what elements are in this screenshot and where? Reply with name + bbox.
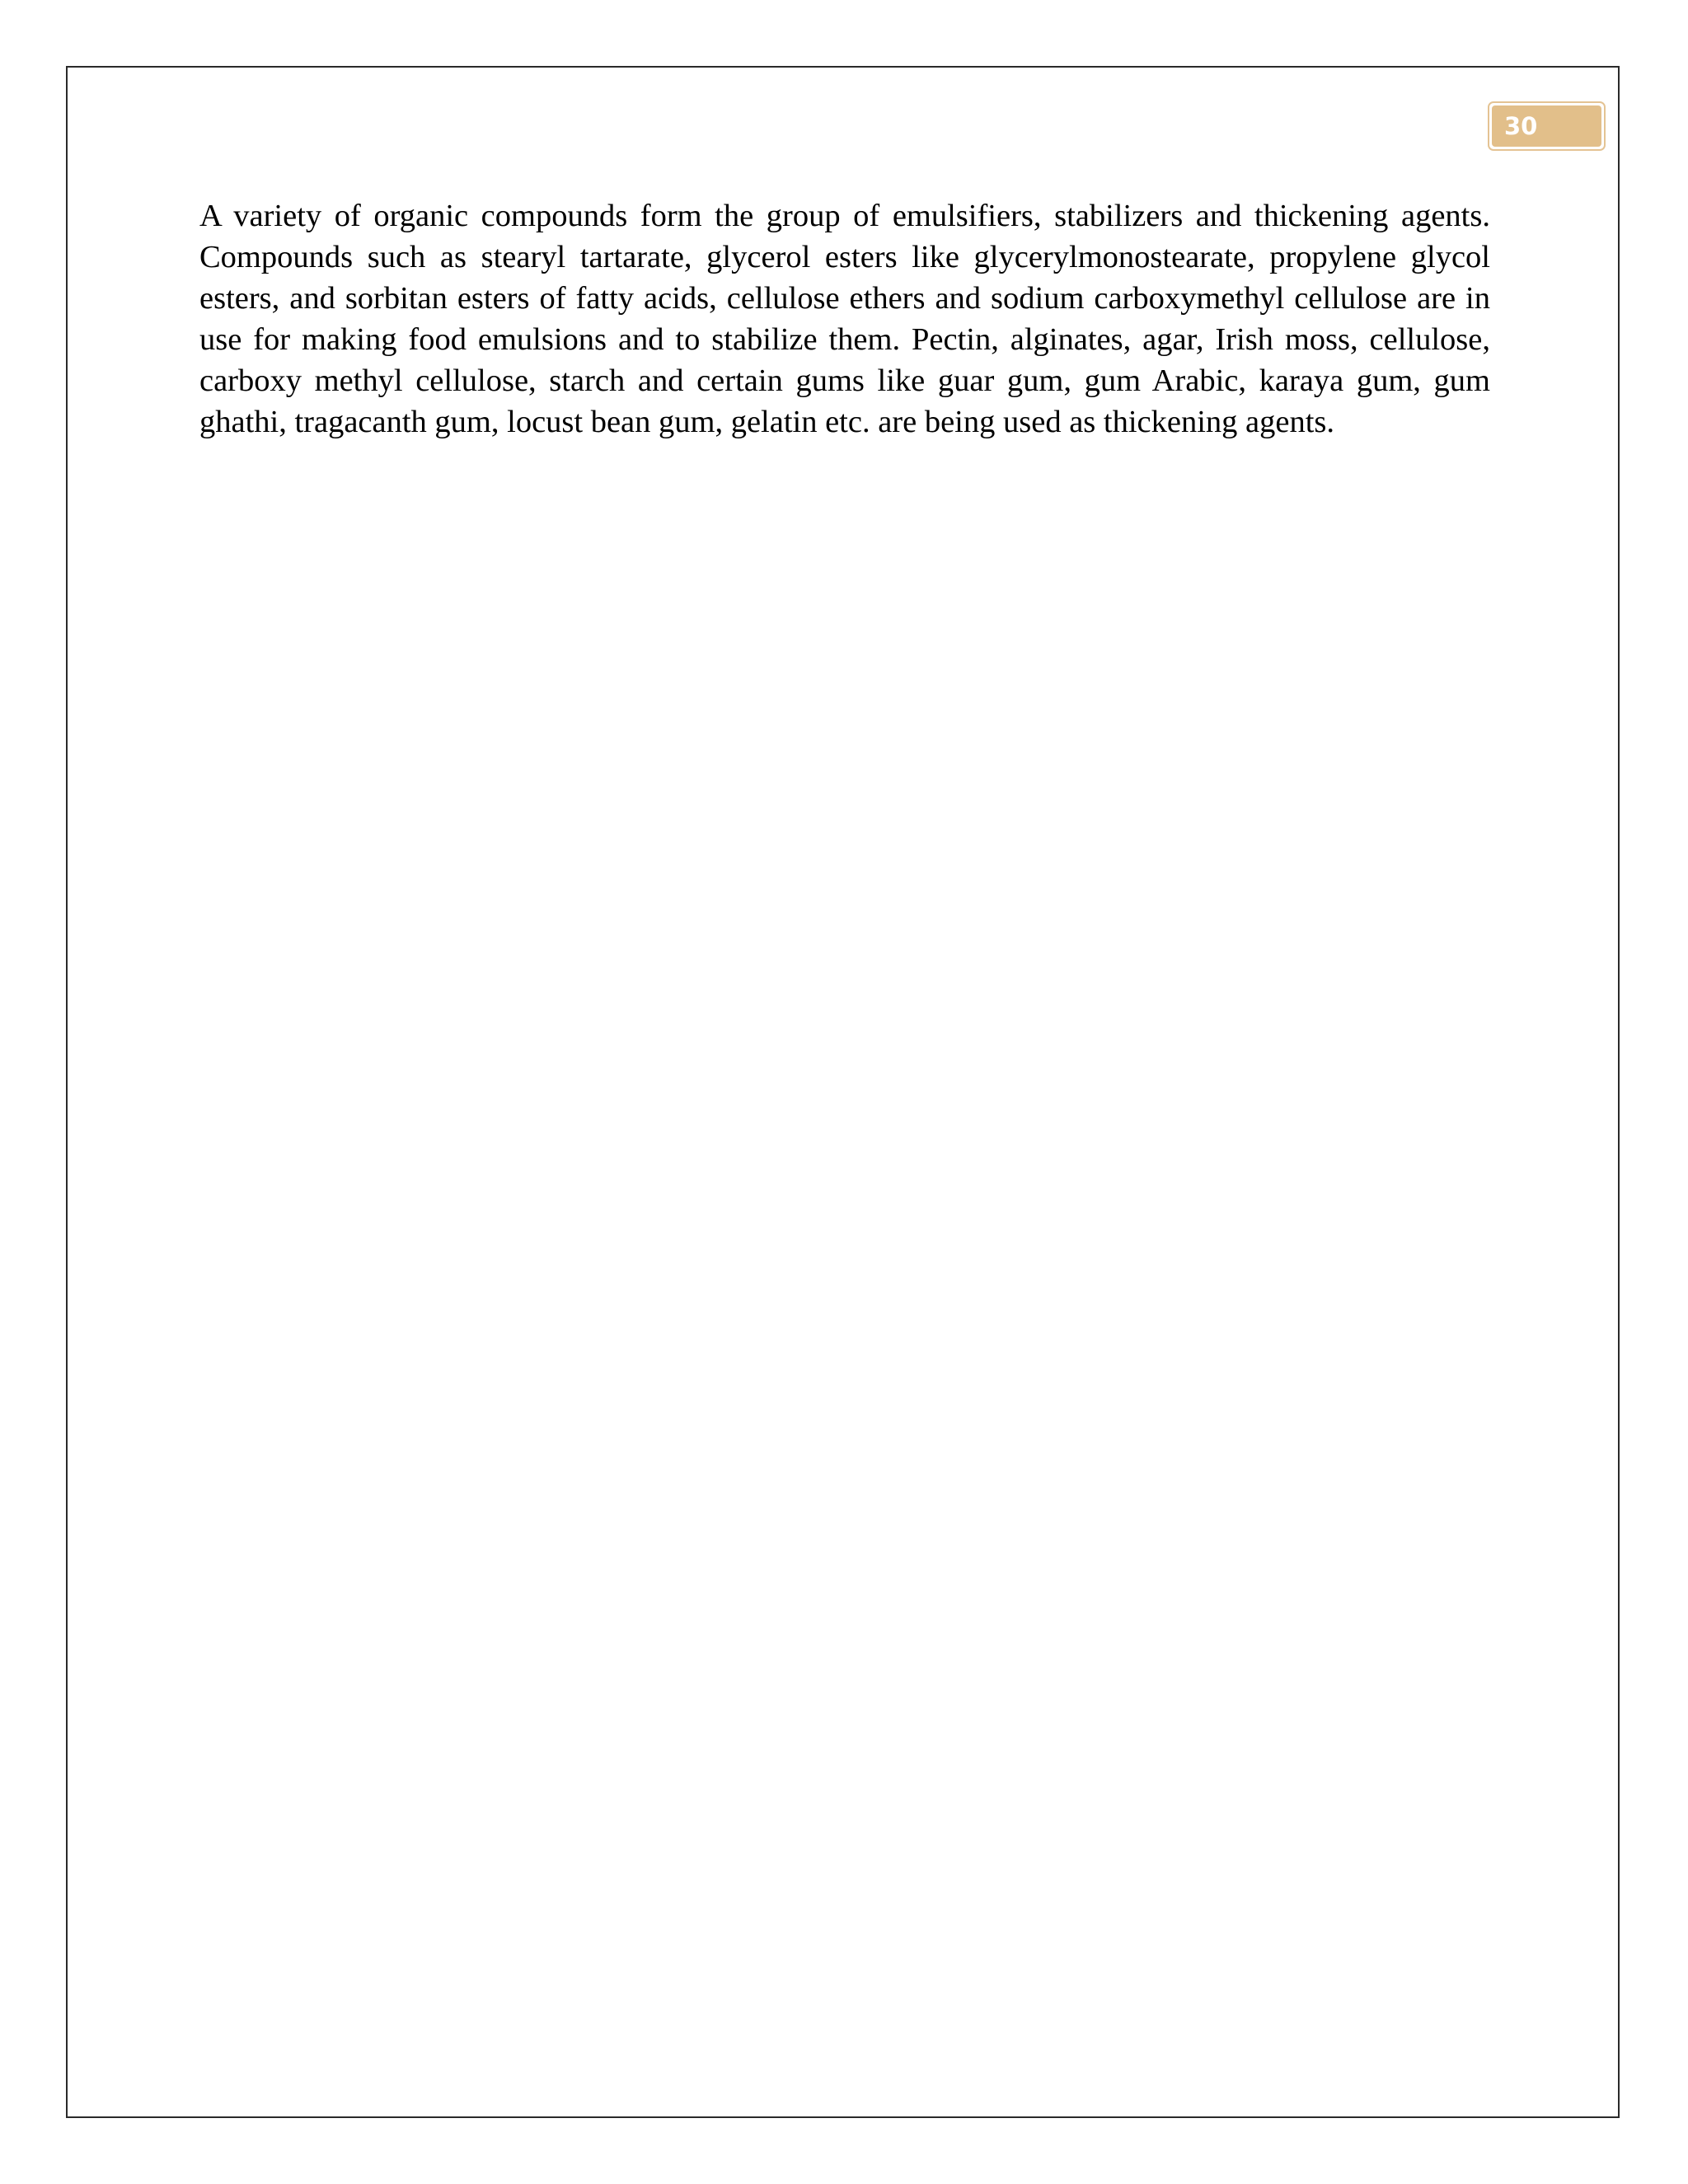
page-number: 30 (1492, 105, 1601, 147)
page-number-badge (1488, 101, 1606, 151)
body-paragraph: A variety of organic compounds form the group of emulsifiers, stabilizers and thickening agents. Compounds such as stearyl tartarate, glycerol esters like glycerylmonostearate, propylene glycol esters, and sorbitan esters of fatty acids, cellulose ethers and sodium carboxymethyl cellulose are in use for making food emulsions and to stabilize them. Pectin, alginates, agar, Irish moss, cellulose, carboxy methyl cellulose, starch and certain gums like guar gum, gum Arabic, karaya gum, gum ghathi, tragacanth gum, locust bean gum, gelatin etc. are being used as thickening agents. (199, 199, 1490, 439)
